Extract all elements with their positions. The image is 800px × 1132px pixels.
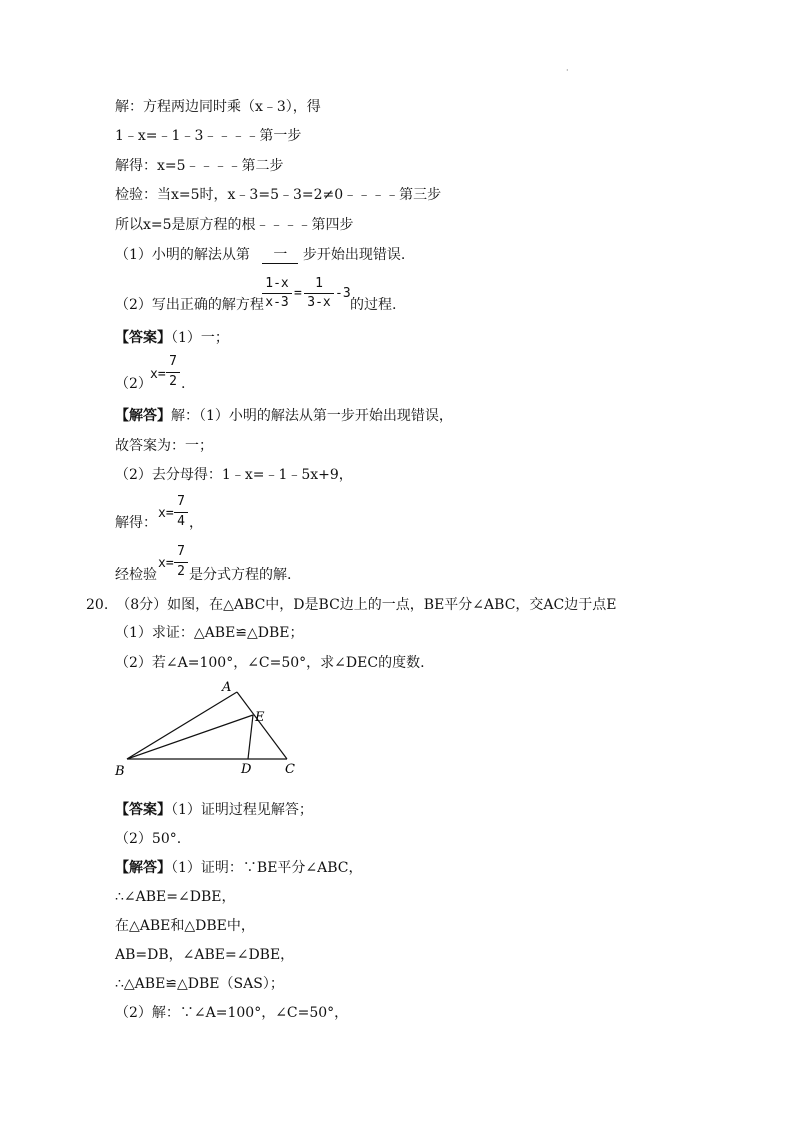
q20-solution-3: 在△ABE和△DBE中，: [115, 918, 255, 934]
question-20-text: （8分）如图，在△ABC中，D是BC边上的一点，BE平分∠ABC，交AC边于点E: [116, 597, 617, 613]
q20-solution-line-1: [115, 859, 363, 877]
solution-4-denominator: 4: [177, 514, 185, 529]
solution-line-1: [115, 407, 453, 425]
solution-4-suffix: ，: [189, 515, 203, 531]
q20-solution-2: ∴∠ABE=∠DBE，: [115, 889, 236, 905]
answer-label: 【答案】: [115, 330, 171, 346]
solution-3: （2）去分母得：1﹣x=﹣1﹣5x+9，: [115, 467, 353, 483]
solution-5-x-eq: x=: [158, 556, 174, 571]
answer-numerator: 7: [169, 354, 177, 369]
q20-solution-6: （2）解：∵∠A=100°，∠C=50°，: [115, 1005, 349, 1021]
eq-minus-three: -3: [335, 286, 351, 301]
q20-solution-4: AB=DB，∠ABE=∠DBE，: [115, 947, 295, 963]
question-20-number: 20.: [86, 597, 109, 613]
answer-denominator: 2: [169, 374, 177, 389]
solution-5-numerator: 7: [177, 544, 185, 559]
q20-answer-line-1: [115, 801, 313, 819]
label-e: E: [255, 710, 265, 725]
eq-left-denominator: x-3: [265, 295, 289, 310]
question-2-prefix: （2）写出正确的解方程: [115, 297, 264, 313]
answer-2-suffix: .: [181, 376, 186, 392]
triangle-figure: [110, 675, 310, 780]
solution-4-numerator: 7: [177, 494, 185, 509]
question-1-suffix: 步开始出现错误.: [302, 247, 406, 263]
question-20-part-1: （1）求证：△ABE≌△DBE；: [115, 625, 304, 641]
eq-right-denominator: 3-x: [307, 295, 331, 310]
segment-ab: [127, 692, 237, 759]
eq-left-numerator: 1-x: [265, 276, 289, 291]
question-1: [115, 246, 405, 264]
solution-4-prefix: 解得：: [115, 515, 157, 531]
answer-line-1: [115, 329, 229, 347]
solution-label: 【解答】: [115, 408, 171, 424]
solution-4-x-eq: x=: [158, 506, 174, 521]
q20-answer-2: （2）50°.: [115, 831, 182, 847]
q20-answer-1: （1）证明过程见解答；: [171, 802, 313, 818]
eq-equals: =: [294, 286, 302, 301]
eq-right-fraction: [304, 276, 334, 312]
answer-x-eq: x=: [150, 367, 166, 382]
step-three: 检验：当x=5时，x﹣3=5﹣3=2≠0﹣﹣﹣﹣第三步: [115, 187, 442, 203]
solution-5-suffix: 是分式方程的解.: [189, 567, 292, 583]
segment-ac: [237, 692, 287, 759]
answer-1: （1）一；: [171, 330, 229, 346]
solution-2: 故答案为：一；: [115, 438, 213, 454]
label-d: D: [241, 762, 252, 777]
q20-solution-label: 【解答】: [115, 860, 171, 876]
solution-1: 解：（1）小明的解法从第一步开始出现错误，: [171, 408, 453, 424]
page-mark: ·: [566, 66, 569, 75]
solution-5-prefix: 经检验: [115, 567, 157, 583]
answer-blank: 一: [262, 248, 298, 264]
question-1-prefix: （1）小明的解法从第: [115, 247, 250, 263]
label-c: C: [285, 762, 295, 777]
step-one: 1﹣x=﹣1﹣3﹣﹣﹣﹣第一步: [115, 128, 302, 144]
question-2-suffix: 的过程.: [350, 297, 397, 313]
solution-5-fraction: [174, 544, 188, 582]
eq-right-numerator: 1: [315, 276, 323, 291]
segment-de: [248, 715, 253, 759]
answer-2-prefix: （2）: [115, 376, 152, 392]
segment-be: [127, 715, 253, 759]
solution-5-denominator: 2: [177, 564, 185, 579]
answer-fraction: [166, 354, 180, 392]
label-a: A: [222, 680, 232, 695]
step-four: 所以x=5是原方程的根﹣﹣﹣﹣第四步: [115, 217, 354, 233]
q20-solution-5: ∴△ABE≌△DBE（SAS）；: [115, 976, 284, 992]
step-two: 解得：x=5﹣﹣﹣﹣第二步: [115, 158, 284, 174]
question-20-stem: [86, 596, 616, 614]
label-b: B: [115, 764, 125, 779]
question-20-part-2: （2）若∠A=100°，∠C=50°，求∠DEC的度数.: [115, 655, 425, 671]
solution-4-fraction: [174, 494, 188, 532]
eq-left-fraction: [262, 276, 292, 312]
q20-answer-label: 【答案】: [115, 802, 171, 818]
step-intro: 解：方程两边同时乘（x﹣3），得: [115, 99, 321, 115]
q20-solution-1: （1）证明：∵BE平分∠ABC，: [171, 860, 363, 876]
